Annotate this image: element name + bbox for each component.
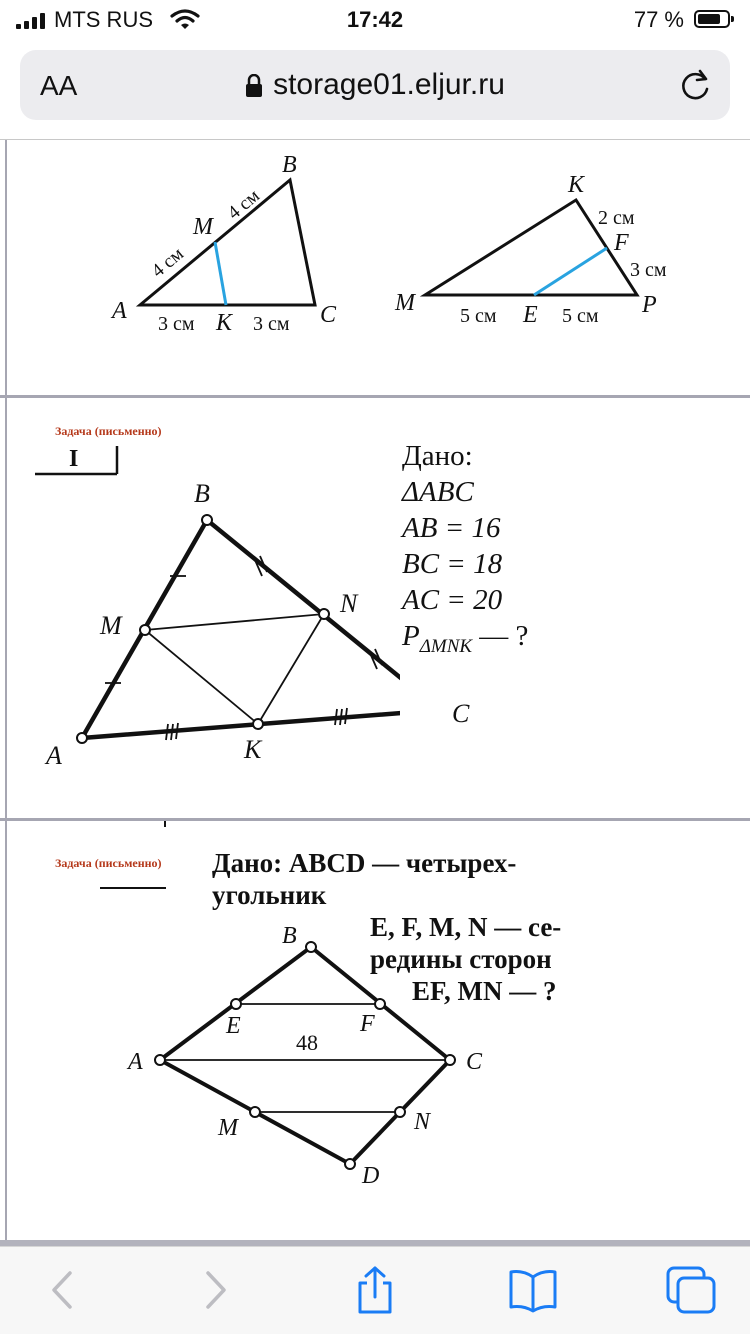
back-icon[interactable] — [36, 1265, 90, 1315]
t2-diagonal-value: 48 — [296, 1030, 318, 1055]
label-E: E — [523, 302, 538, 328]
given-question — [402, 618, 528, 665]
t2-line-4: редины сторон — [370, 944, 552, 974]
question-sub: ΔMNK — [419, 635, 473, 657]
task-2-label: Задача (письменно) — [55, 856, 162, 870]
clock: 17:42 — [346, 7, 404, 32]
given-line-3: BC = 18 — [402, 548, 503, 580]
label-K2: K — [568, 172, 585, 198]
figure-midline-triangles — [0, 140, 750, 395]
t1-label-B: B — [194, 479, 210, 508]
url-text: storage01.eljur.ru — [273, 68, 505, 101]
length-KC: 3 см — [253, 313, 290, 335]
t2-label-F: F — [360, 1011, 375, 1037]
t2-label-M: M — [218, 1115, 238, 1141]
question-main: P — [402, 620, 420, 652]
address-bar[interactable] — [20, 50, 730, 120]
label-M2: M — [395, 290, 415, 316]
label-K: K — [216, 310, 233, 336]
battery-fill — [698, 14, 720, 24]
task-1-label: Задача (письменно) — [55, 424, 162, 438]
label-A: A — [112, 298, 127, 324]
t1-label-A: A — [46, 741, 62, 770]
given-line-2: AB = 16 — [402, 512, 501, 544]
length-EP: 5 см — [562, 305, 599, 327]
bookmarks-icon[interactable] — [506, 1265, 560, 1315]
label-B: B — [282, 152, 297, 178]
task-1-given — [402, 438, 528, 665]
length-MB: 4 см — [223, 185, 264, 224]
t1-label-K: K — [244, 735, 262, 764]
label-C: C — [320, 302, 337, 328]
label-P: P — [642, 292, 657, 318]
browser-toolbar — [0, 1246, 750, 1334]
battery-icon — [694, 10, 730, 28]
t2-label-D: D — [362, 1163, 380, 1189]
given-line-4: AC = 20 — [402, 584, 503, 616]
t2-label-C: C — [466, 1049, 483, 1075]
task-2-quadrilateral — [0, 821, 750, 1244]
t1-label-N: N — [340, 589, 358, 618]
lock-icon — [245, 74, 263, 98]
carrier-name: MTS RUS — [54, 7, 153, 32]
status-bar — [0, 0, 750, 40]
label-F: F — [614, 230, 629, 256]
t2-label-E: E — [226, 1013, 241, 1039]
t2-label-N: N — [414, 1109, 431, 1135]
url-field[interactable] — [20, 68, 730, 102]
t2-line-1: Дано: ABCD — четырех- — [212, 848, 517, 878]
reload-icon[interactable] — [678, 67, 712, 103]
t2-line-5: EF, MN — ? — [412, 976, 557, 1006]
t2-label-B: B — [282, 923, 297, 949]
length-AK: 3 см — [158, 313, 195, 335]
given-title: Дано: — [402, 440, 473, 472]
task-1-triangle — [0, 398, 400, 818]
battery-percent: 77 % — [633, 7, 684, 32]
t2-line-2: угольник — [212, 880, 327, 910]
t2-label-A: A — [128, 1049, 143, 1075]
share-icon[interactable] — [348, 1265, 402, 1315]
forward-icon[interactable] — [188, 1265, 242, 1315]
length-KF: 2 см — [598, 207, 635, 229]
given-line-1: ΔABC — [402, 476, 474, 508]
task-1-number: I — [69, 446, 79, 472]
length-ME: 5 см — [460, 305, 497, 327]
question-tail: — ? — [472, 620, 529, 652]
task-2 — [0, 821, 750, 1244]
label-M: M — [193, 214, 213, 240]
tabs-icon[interactable] — [664, 1265, 718, 1315]
t1-label-C-wrap — [440, 688, 480, 728]
t2-line-3: E, F, M, N — се- — [370, 912, 562, 942]
text-size-label: AA — [40, 70, 78, 101]
length-AM: 4 см — [147, 243, 188, 282]
length-FP: 3 см — [630, 259, 667, 281]
task-1 — [0, 398, 750, 818]
t1-label-C: C — [452, 699, 470, 728]
page-content — [0, 140, 750, 1244]
t1-label-M: M — [100, 611, 122, 640]
